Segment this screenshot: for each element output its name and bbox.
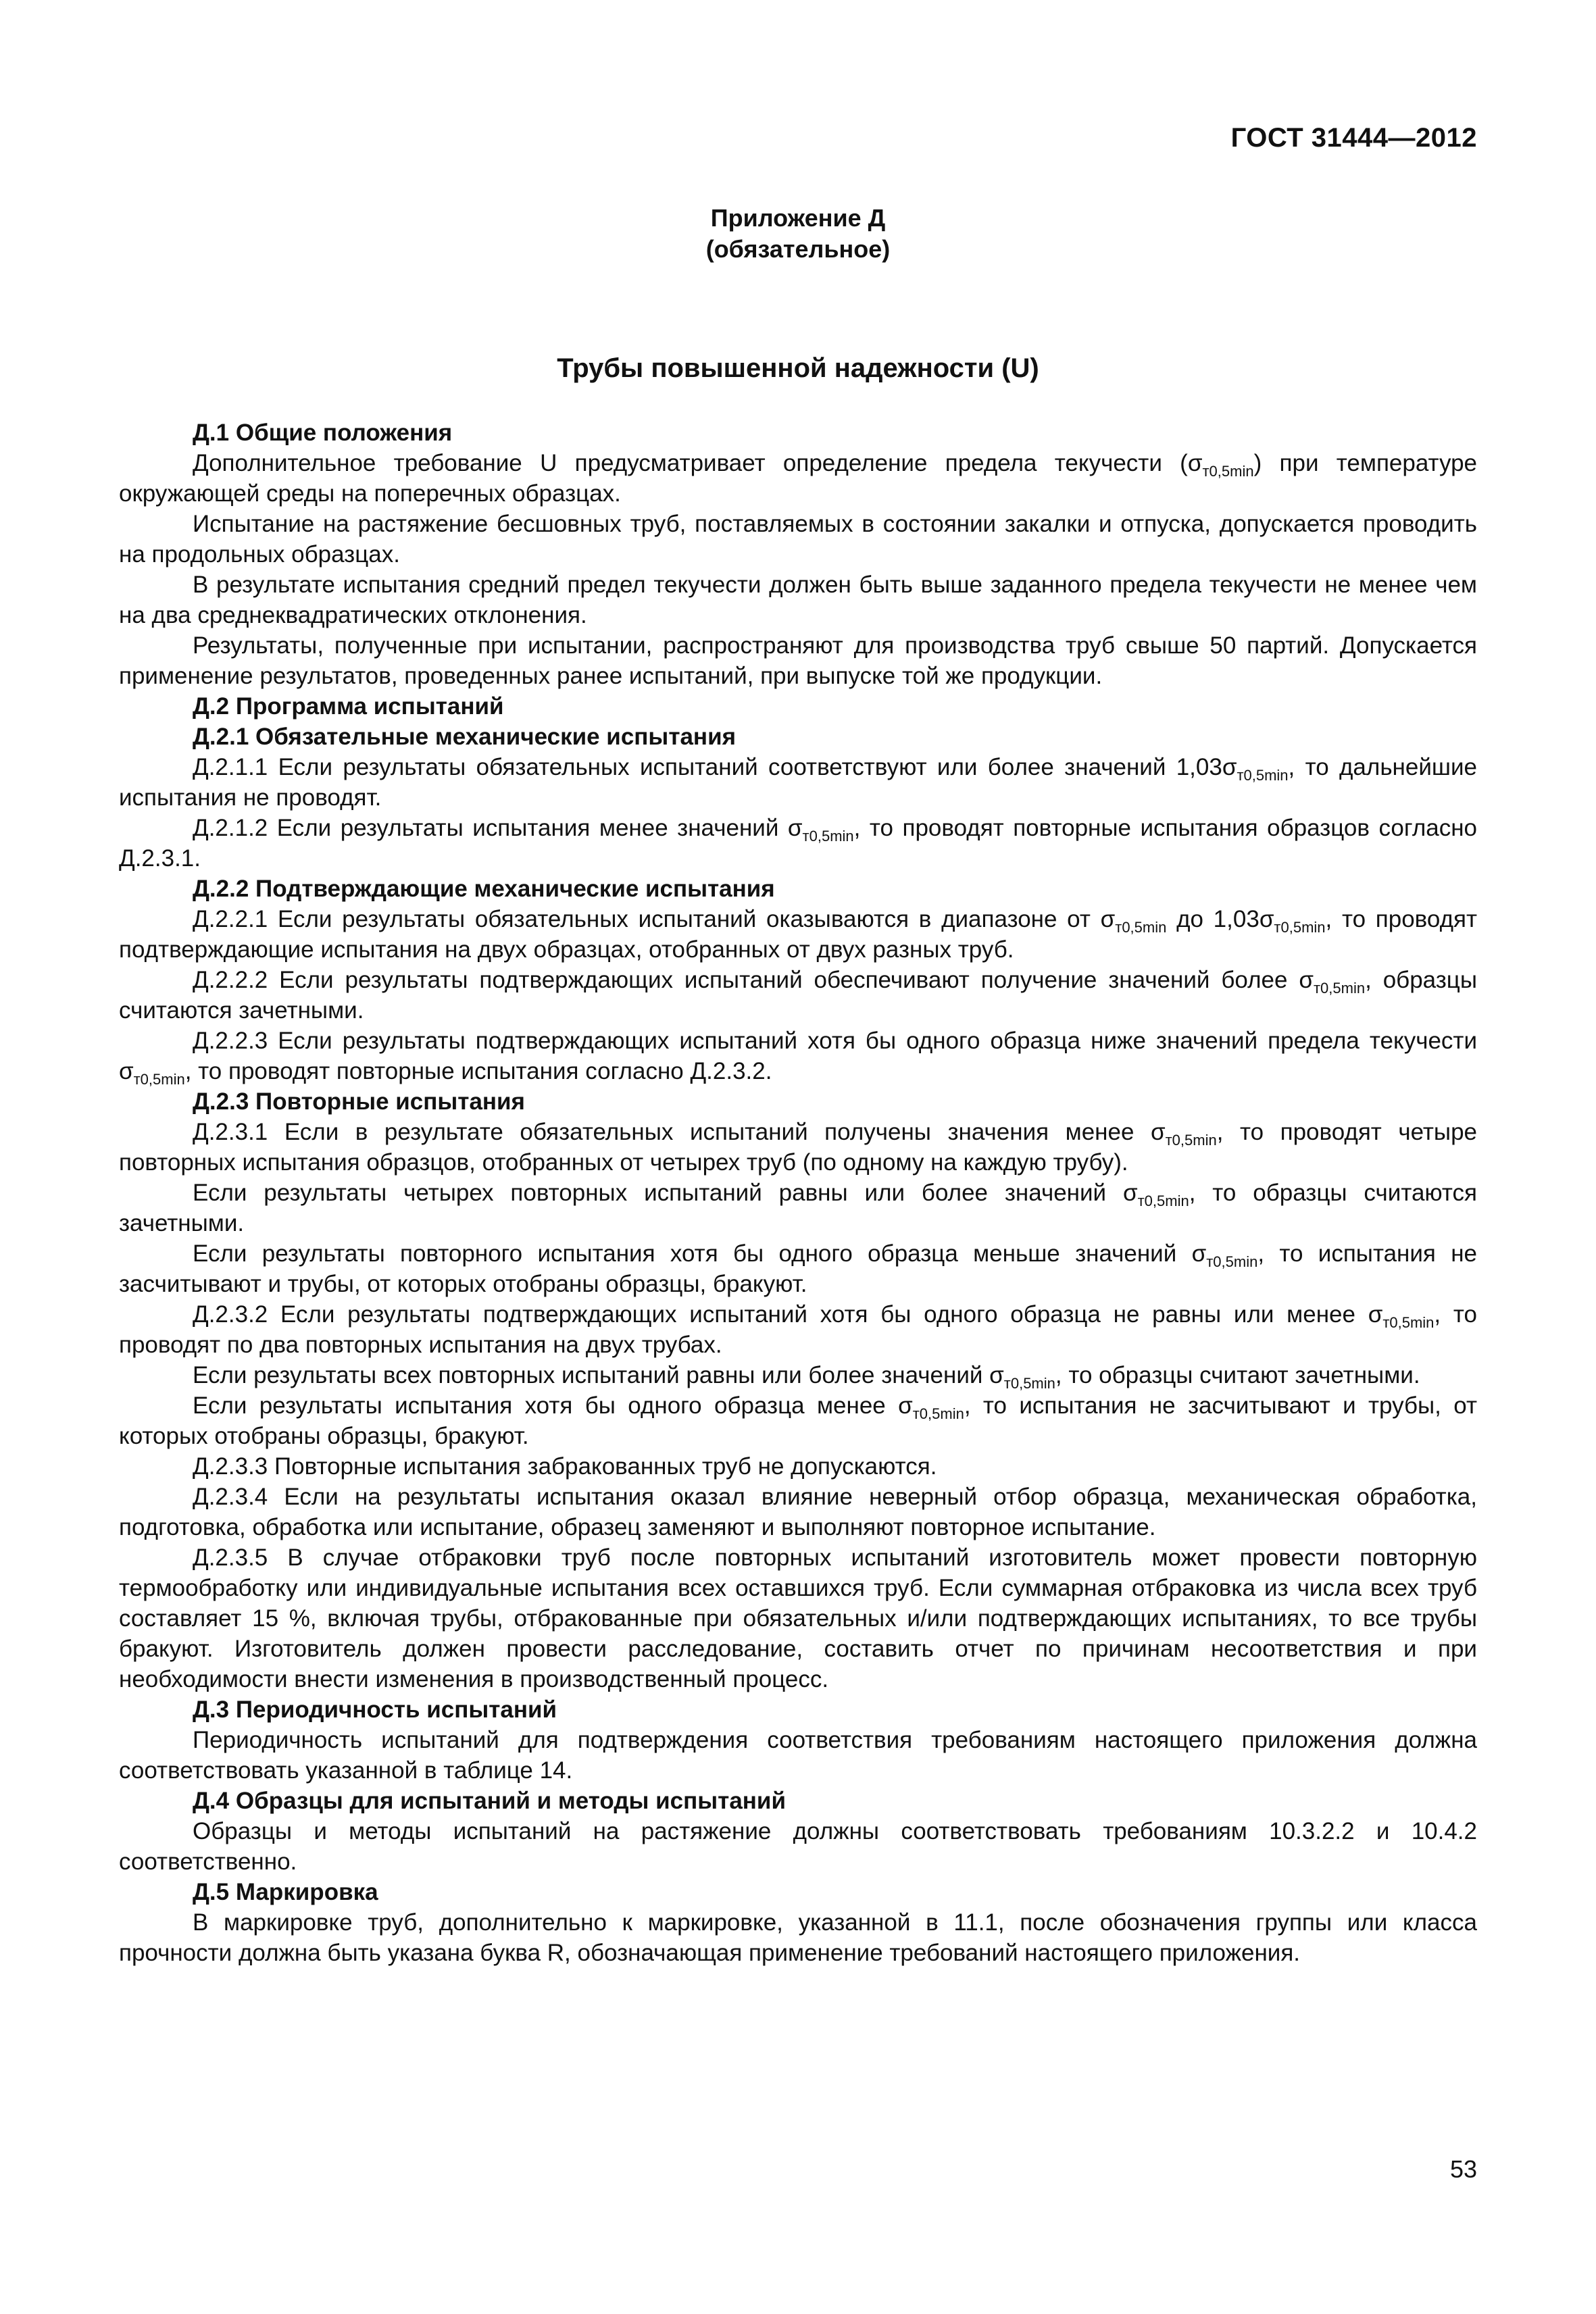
- yield-strength-symbol: [787, 815, 854, 845]
- section-heading: Д.5 Маркировка: [193, 1879, 378, 1905]
- yield-strength-symbol: [1150, 1119, 1217, 1149]
- paragraph: [119, 1360, 1477, 1390]
- yield-strength-symbol: [1299, 967, 1366, 997]
- sigma-subscript: т0,5min: [1382, 1314, 1435, 1331]
- section-heading: Д.4 Образцы для испытаний и методы испытаний: [193, 1788, 786, 1814]
- paragraph: [119, 1299, 1477, 1360]
- paragraph-text: Д.2.3.3 Повторные испытания забракованных труб не допускаются.: [193, 1453, 937, 1480]
- paragraph: [119, 813, 1477, 874]
- yield-strength-symbol: [1100, 906, 1167, 936]
- sigma-subscript: т0,5min: [133, 1071, 185, 1088]
- paragraph: [119, 1542, 1477, 1694]
- sigma-symbol: σ: [1122, 1180, 1138, 1206]
- sigma-subscript: т0,5min: [1137, 1192, 1189, 1209]
- sigma-subscript: т0,5min: [1165, 1132, 1217, 1149]
- paragraph-text: Д.2.2.2 Если результаты подтверждающих испытаний обеспечивают получение значений более: [193, 967, 1299, 993]
- section-heading: Д.2 Программа испытаний: [193, 693, 504, 720]
- section-heading: Д.2.1 Обязательные механические испытания: [193, 724, 737, 750]
- paragraph: [119, 448, 1477, 509]
- paragraph-text: , то образцы считаются зачетными.: [119, 1180, 1477, 1236]
- sigma-symbol: σ: [1368, 1301, 1383, 1328]
- paragraph: [119, 1907, 1477, 1968]
- paragraph: [119, 1026, 1477, 1086]
- paragraph: [119, 1390, 1477, 1451]
- paragraph-text: , то проводят повторные испытания образцов согласно Д.2.3.1.: [119, 815, 1477, 872]
- sigma-subscript: т0,5min: [1274, 919, 1326, 936]
- paragraph-text: Дополнительное требование U предусматривает определение предела текучести (: [193, 450, 1188, 476]
- section-heading: Д.3 Периодичность испытаний: [193, 1696, 557, 1723]
- paragraph-text: Д.2.1.2 Если результаты испытания менее значений: [193, 815, 788, 841]
- paragraph: [119, 1238, 1477, 1299]
- paragraph-text: Д.2.3.2 Если результаты подтверждающих испытаний хотя бы одного образца не равны или менее: [193, 1301, 1368, 1328]
- yield-strength-symbol: [119, 1058, 185, 1088]
- sigma-subscript: т0,5min: [802, 828, 854, 845]
- yield-strength-symbol: [1222, 754, 1289, 784]
- paragraph-text: , то дальнейшие испытания не проводят.: [119, 754, 1477, 811]
- paragraph-text: , то образцы считают зачетными.: [1055, 1362, 1420, 1388]
- sigma-subscript: т0,5min: [1202, 463, 1254, 480]
- paragraph-text: , образцы считаются зачетными.: [119, 967, 1478, 1024]
- paragraph: [119, 630, 1477, 691]
- paragraph-text: Периодичность испытаний для подтверждения соответствия требованиям настоящего приложения должна соответствовать указанной в таблице 14.: [119, 1727, 1477, 1784]
- paragraph-text: , то испытания не засчитывают и трубы, от которых отобраны образцы, бракуют.: [119, 1240, 1477, 1297]
- paragraph: [119, 965, 1477, 1026]
- paragraph-text: Д.2.2.3 Если результаты подтверждающих испытаний хотя бы одного образца ниже значений предела текучести: [193, 1028, 1477, 1054]
- paragraph: [119, 752, 1477, 813]
- sigma-subscript: т0,5min: [1237, 767, 1289, 784]
- paragraph: [119, 509, 1477, 570]
- paragraph-text: , то проводят подтверждающие испытания на двух образцах, отобранных от двух разных труб.: [119, 906, 1477, 963]
- paragraph-text: , то испытания не засчитывают и трубы, от которых отобраны образцы, бракуют.: [119, 1392, 1477, 1449]
- paragraph-text: , то проводят повторные испытания согласно Д.2.3.2.: [184, 1058, 772, 1084]
- page-number: 53: [1449, 2155, 1477, 2183]
- paragraph-text: Если результаты всех повторных испытаний равны или более значений: [193, 1362, 990, 1388]
- paragraph-text: ) при температуре окружающей среды на поперечных образцах.: [119, 450, 1478, 507]
- paragraph-text: В результате испытания средний предел текучести должен быть выше заданного предела текучести не менее чем на два среднеквадратических отклонения.: [119, 572, 1477, 628]
- sigma-symbol: σ: [1259, 906, 1274, 932]
- paragraph-text: Если результаты испытания хотя бы одного образца менее: [193, 1392, 899, 1419]
- paragraph-text: Д.2.3.4 Если на результаты испытания оказал влияние неверный отбор образца, механическая обработка, подготовка, обработка или испытание, образец заменяют и выполняют повторное испытание.: [119, 1484, 1477, 1540]
- yield-strength-symbol: [989, 1362, 1055, 1392]
- paragraph: [119, 1451, 1477, 1482]
- paragraph: [119, 1178, 1477, 1238]
- sigma-symbol: σ: [1222, 754, 1237, 780]
- paragraph-text: Образцы и методы испытаний на растяжение должны соответствовать требованиям 10.3.2.2 и 10.4.2 соответственно.: [119, 1818, 1477, 1875]
- sigma-symbol: σ: [787, 815, 803, 841]
- sigma-subscript: т0,5min: [1313, 980, 1366, 997]
- section-heading: Д.1 Общие положения: [193, 420, 453, 446]
- paragraph: [119, 570, 1477, 630]
- sigma-subscript: т0,5min: [1206, 1253, 1258, 1270]
- page-title: Трубы повышенной надежности (U): [557, 353, 1039, 383]
- sigma-symbol: σ: [1187, 450, 1203, 476]
- paragraph-text: Д.2.2.1 Если результаты обязательных испытаний оказываются в диапазоне от: [193, 906, 1101, 932]
- paragraph-text: В маркировке труб, дополнительно к маркировке, указанной в 11.1, после обозначения группы или класса прочности должна быть указана буква R, обозначающая применение требований настоящего приложения.: [119, 1909, 1477, 1966]
- paragraph-text: Д.2.3.1 Если в результате обязательных испытаний получены значения менее: [193, 1119, 1151, 1145]
- yield-strength-symbol: [1259, 906, 1326, 936]
- sigma-symbol: σ: [1299, 967, 1314, 993]
- sigma-subscript: т0,5min: [912, 1405, 964, 1422]
- paragraph-text: Д.2.1.1 Если результаты обязательных испытаний соответствуют или более значений 1,03: [193, 754, 1222, 780]
- standard-code: ГОСТ 31444—2012: [1230, 123, 1477, 153]
- appendix-title: Приложение Д: [710, 204, 886, 232]
- sigma-symbol: σ: [1100, 906, 1116, 932]
- sigma-symbol: σ: [898, 1392, 913, 1419]
- yield-strength-symbol: [898, 1392, 964, 1422]
- section-heading: Д.2.3 Повторные испытания: [193, 1088, 525, 1115]
- paragraph-text: до 1,03: [1166, 906, 1260, 932]
- yield-strength-symbol: [1187, 450, 1254, 480]
- paragraph: [119, 1816, 1477, 1877]
- document-body: [119, 418, 1477, 1968]
- paragraph: [119, 1725, 1477, 1786]
- paragraph-text: Результаты, полученные при испытании, распространяют для производства труб свыше 50 партий. Допускается применение результатов, проведенных ранее испытаний, при выпуске той же продукции.: [119, 632, 1477, 689]
- paragraph-text: Д.2.3.5 В случае отбраковки труб после повторных испытаний изготовитель может провести повторную термообработку или индивидуальные испытания всех оставшихся труб. Если суммарная отбраковка из числа всех труб составляет 15 %, включая трубы, отбракованные при обязательных и/или подтверждающих испытаниях, то все трубы бракуют. Изготовитель должен провести расследование, составить отчет по причинам несоответствия и при необходимости внести изменения в производственный процесс.: [119, 1544, 1477, 1692]
- paragraph-text: Испытание на растяжение бесшовных труб, поставляемых в состоянии закалки и отпуска, допускается проводить на продольных образцах.: [119, 511, 1477, 568]
- paragraph: [119, 1117, 1477, 1178]
- yield-strength-symbol: [1191, 1240, 1258, 1270]
- section-heading: Д.2.2 Подтверждающие механические испытания: [193, 876, 775, 902]
- sigma-symbol: σ: [119, 1058, 134, 1084]
- paragraph-text: , то проводят по два повторных испытания на двух трубах.: [119, 1301, 1477, 1358]
- sigma-subscript: т0,5min: [1003, 1375, 1055, 1392]
- paragraph-text: Если результаты четырех повторных испытаний равны или более значений: [193, 1180, 1123, 1206]
- paragraph-text: , то проводят четыре повторных испытания образцов, отобранных от четырех труб (по одному на каждую трубу).: [119, 1119, 1478, 1176]
- appendix-label: [0, 203, 1596, 265]
- sigma-symbol: σ: [1191, 1240, 1207, 1267]
- yield-strength-symbol: [1122, 1180, 1189, 1209]
- paragraph: [119, 1482, 1477, 1542]
- paragraph-text: Если результаты повторного испытания хотя бы одного образца меньше значений: [193, 1240, 1192, 1267]
- yield-strength-symbol: [1368, 1301, 1435, 1331]
- sigma-subscript: т0,5min: [1115, 919, 1167, 936]
- sigma-symbol: σ: [989, 1362, 1004, 1388]
- paragraph: [119, 904, 1477, 965]
- appendix-status: (обязательное): [705, 235, 891, 263]
- sigma-symbol: σ: [1150, 1119, 1166, 1145]
